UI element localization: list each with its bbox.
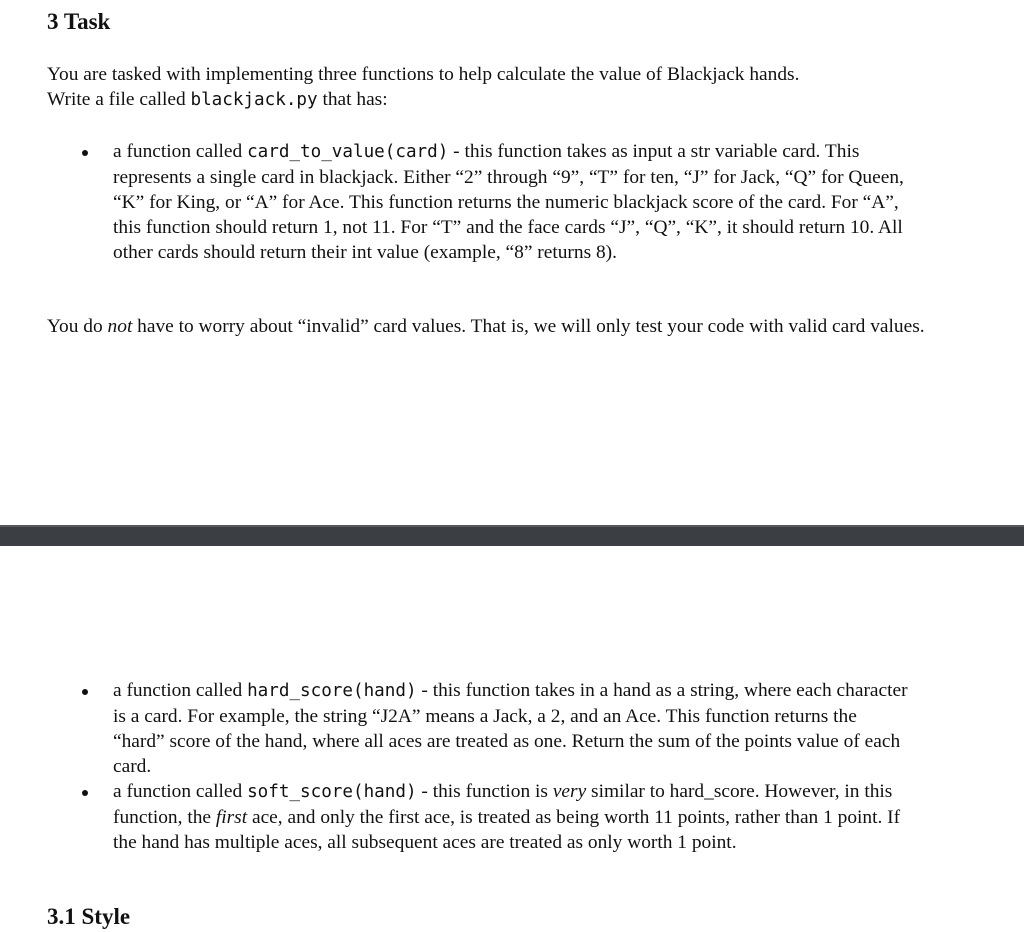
- note-post: have to worry about “invalid” card values. That is, we will only test your code with valid card values.: [132, 316, 925, 337]
- note-pre: You do: [47, 316, 108, 337]
- function-list-2: [0, 678, 1024, 855]
- list-item-hard-score: [0, 678, 913, 779]
- document-page-bottom: [0, 546, 1024, 929]
- bullet1-code: card_to_value(card): [247, 142, 449, 162]
- bullet3-code: soft_score(hand): [247, 782, 417, 802]
- page-separator: [0, 525, 1024, 546]
- bullet-dot: [82, 689, 88, 695]
- bullet1-prefix: a function called: [113, 141, 248, 162]
- bullet3-text-b: similar to hard_score. However, in this function, the: [113, 781, 893, 828]
- bullet-dot: [82, 790, 88, 796]
- note-emphasis: not: [107, 316, 133, 337]
- bullet1-text: - this function takes as input a str variable card. This represents a single card in blackjack. Either “2” through “9”, “T” for ten, “J” for Jack, “Q” for Queen, “K” for King, or “A” for Ace. This function returns the numeric blackjack score of the card. For “A”, this function should return 1, not 11. For “T” and the face cards “J”, “Q”, “K”, it should return 10. All other cards should return their int value (example, “8” returns 8).: [113, 141, 904, 263]
- bullet3-text-c: ace, and only the first ace, is treated as being worth 11 points, rather than 1 point. If the hand has multiple aces, all subsequent aces are treated as only worth 1 point.: [113, 807, 901, 853]
- bullet-dot: [82, 150, 88, 156]
- bullet3-prefix: a function called: [113, 781, 248, 802]
- bullet2-code: hard_score(hand): [247, 681, 417, 701]
- list-item-card-to-value: [0, 139, 913, 265]
- bullet2-prefix: a function called: [113, 680, 248, 701]
- intro-line-1: You are tasked with implementing three functions to help calculate the value of Blackjack hands.: [47, 64, 800, 85]
- bullet3-text-a: - this function is: [416, 781, 553, 802]
- bullet3-em-first: first: [215, 807, 248, 828]
- intro-line-2-prefix: Write a file called: [47, 89, 191, 110]
- intro-paragraph: [47, 62, 947, 113]
- subsection-heading-cut: 3.1 Style: [47, 904, 131, 929]
- bullet3-em-very: very: [552, 781, 587, 802]
- bullet2-text: - this function takes in a hand as a string, where each character is a card. For example, the string “J2A” means a Jack, a 2, and an Ace. This function returns the “hard” score of the hand, where all aces are treated as one. Return the sum of the points value of each card.: [113, 680, 908, 777]
- function-list-1: [0, 139, 1024, 265]
- filename-code: blackjack.py: [190, 90, 318, 110]
- section-heading: 3 Task: [47, 9, 111, 34]
- invalid-note-paragraph: [47, 314, 947, 339]
- intro-line-2-suffix: that has:: [317, 89, 388, 110]
- list-item-soft-score: [0, 779, 913, 855]
